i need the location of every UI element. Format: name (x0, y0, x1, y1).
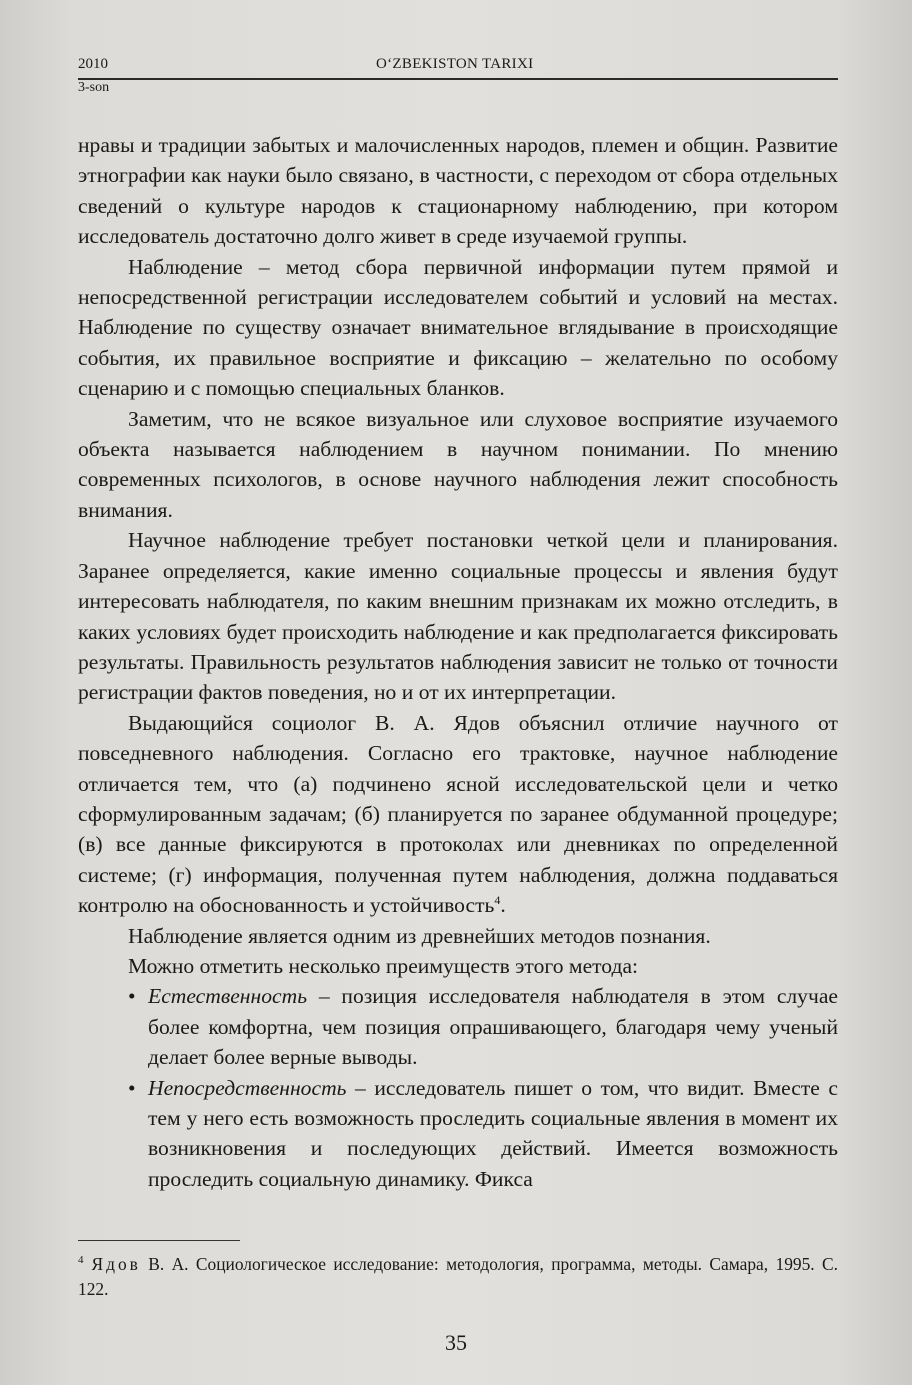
footnote (78, 1252, 838, 1302)
list-item-text: – исследователь пишет о том, что видит. Вместе с тем у него есть возможность проследить социальные явления в момент их возникновения и последующих действий. Имеется возможность проследить социальную динамику. Фикса (148, 1075, 838, 1191)
bullet-marker: • (128, 984, 136, 1009)
header-issue: 3-son (78, 80, 110, 95)
page-number: 35 (445, 1330, 467, 1355)
footnote-separator (78, 1240, 240, 1241)
header-year: 2010 (78, 56, 108, 72)
paragraph: Заметим, что не всякое визуальное или слуховое восприятие изучаемого объекта называется наблюдением в научном понимании. По мнению современных психологов, в основе научного наблюдения лежит способность внимания. (78, 406, 838, 522)
paragraph-text: Выдающийся социолог В. А. Ядов объяснил отличие научного от повседневного наблюдения. Согласно его трактовке, научное наблюдение отличается тем, что (а) подчинено ясной исследовательской цели и четко сформулированным задачам; (б) планируется по заранее обдуманной процедуре; (в) все данные фиксируются в протоколах или дневниках по определенной системе; (г) информация, полученная путем наблюдения, должна поддаваться контролю на обоснованность и устойчивость (78, 710, 838, 918)
header-journal-title: O‘ZBEKISTON TARIXI (376, 56, 534, 72)
footnote-author: Ядов (91, 1254, 141, 1274)
paragraph-with-footnote: Выдающийся социолог В. А. Ядов объяснил отличие научного от повседневного наблюдения. Согласно его трактовке, научное наблюдение отличается тем, что (а) подчинено ясной исследовательской цели и четко сформулированным задачам; (б) планируется по заранее обдуманной процедуре; (в) все данные фиксируются в протоколах или дневниках по определенной системе; (г) информация, полученная путем наблюдения, должна поддаваться контролю на обоснованность и устойчивость$^4$. (78, 710, 838, 918)
paragraph: Наблюдение – метод сбора первичной информации путем прямой и непосредственной регистрации исследователем событий и условий на местах. Наблюдение по существу означает внимательное вглядывание в происходящие события, их правильное восприятие и фиксацию – желательно по особому сценарию и с помощью специальных бланков. (78, 254, 838, 401)
list-item (78, 1073, 838, 1195)
paragraph: нравы и традиции забытых и малочисленных народов, племен и общин. Развитие этнографии как науки было связано, в частности, с переходом от сбора отдельных сведений о культуре народов к стационарному наблюдению, при котором исследователь достаточно долго живет в среде изучаемой группы. (78, 133, 838, 249)
header-rule (78, 78, 838, 80)
paragraph: Можно отметить несколько преимуществ этого метода: (128, 953, 639, 978)
list-item-text: – позиция исследователя наблюдателя в этом случае более комфортна, чем позиция опрашивающего, благодаря чему ученый делает более верные выводы. (148, 984, 838, 1070)
bullet-marker: • (128, 1075, 136, 1100)
article-body (78, 130, 838, 1194)
advantages-list (78, 981, 838, 1194)
list-item (78, 981, 838, 1072)
paragraph: Наблюдение является одним из древнейших методов познания. (128, 923, 711, 948)
footnote-text: В. А. Социологическое исследование: методология, программа, методы. Самара, 1995. С. 122. (78, 1254, 838, 1299)
footnote-number: 4 (78, 1254, 84, 1267)
list-item-term: Непосредственность (148, 1075, 347, 1100)
paragraph: Научное наблюдение требует постановки четкой цели и планирования. Заранее определяется, какие именно социальные процессы и явления будут интересовать наблюдателя, по каким внешним признакам их можно отследить, в каких условиях будет происходить наблюдение и как предполагается фиксировать результаты. Правильность результатов наблюдения зависит не только от точности регистрации фактов поведения, но и от их интерпретации. (78, 528, 838, 705)
footnote-reference: 4 (494, 892, 501, 907)
list-item-term: Естественность (148, 984, 308, 1009)
